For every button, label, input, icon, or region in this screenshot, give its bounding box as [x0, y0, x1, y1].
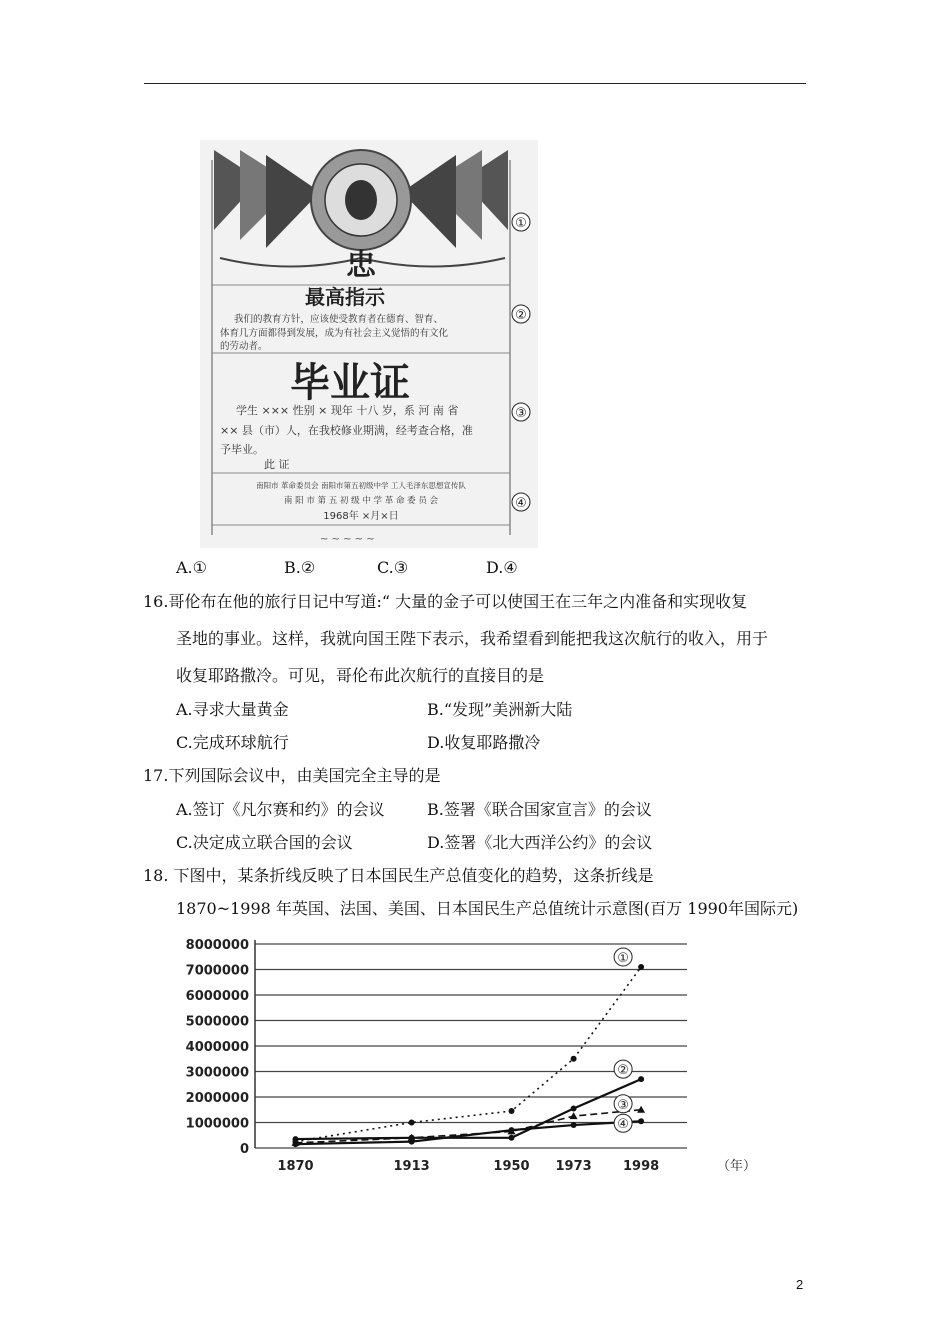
q18-chart-caption: 1870~1998 年英国、法国、美国、日本国民生产总值统计示意图(百万 1990年国际元): [176, 899, 799, 918]
y-tick-label: 6000000: [185, 989, 249, 1004]
certificate-body-line: 此 证: [264, 458, 290, 471]
x-tick-label: 1973: [555, 1159, 592, 1174]
data-point: [293, 1141, 299, 1147]
certificate-directive-line: 体育几方面都得到发展，成为有社会主义觉悟的有文化: [220, 328, 449, 339]
x-unit-label: （年）: [717, 1159, 757, 1174]
y-tick-label: 3000000: [185, 1065, 249, 1081]
certificate-issuer-line: 南 阳 市 第 五 初 级 中 学 革 命 委 员 会: [283, 496, 439, 506]
data-point: [638, 1076, 644, 1082]
data-point: [409, 1120, 415, 1126]
certificate-body-line: 学生 ××× 性别 × 现年 十八 岁，系 河 南 省: [236, 404, 459, 417]
certificate-body-line: ×× 县（市）人，在我校修业期满，经考查合格，准: [220, 424, 473, 437]
q15-option-d: D.④: [486, 558, 518, 577]
x-tick-label: 1950: [493, 1159, 530, 1174]
y-tick-label: 1000000: [185, 1116, 249, 1132]
q16-stem-line: 圣地的事业。这样，我就向国王陛下表示，我希望看到能把我这次航行的收入，用于: [176, 629, 769, 648]
page-number: 2: [796, 1277, 804, 1292]
y-tick-label: 4000000: [185, 1040, 249, 1055]
svg-text:②: ②: [515, 308, 527, 323]
svg-text:④: ④: [515, 496, 527, 511]
series-label: ①: [617, 950, 629, 966]
y-tick-label: 5000000: [185, 1014, 249, 1030]
data-point: [409, 1139, 415, 1145]
q18-stem: 18. 下图中，某条折线反映了日本国民生产总值变化的趋势，这条折线是: [143, 866, 654, 885]
q15-option-b: B.②: [284, 558, 316, 577]
q17-option-a: A.签订《凡尔赛和约》的会议: [176, 800, 385, 819]
x-tick-label: 1870: [277, 1159, 314, 1174]
data-point: [571, 1056, 577, 1062]
data-point: [638, 1118, 644, 1124]
series-line: [296, 1121, 642, 1144]
series-line: [296, 1079, 642, 1139]
data-point: [570, 1112, 578, 1119]
certificate-marker: [512, 213, 530, 231]
svg-text:①: ①: [515, 216, 527, 231]
q15-option-a: A.①: [176, 558, 207, 577]
q16-option-b: B.“发现”美洲新大陆: [427, 700, 573, 719]
q17-option-c: C.决定成立联合国的会议: [176, 833, 353, 852]
q17-option-b: B.签署《联合国家宣言》的会议: [427, 800, 652, 819]
certificate-issuer-line: 南阳市 革命委员会 南阳市第五初级中学 工人毛泽东思想宣传队: [256, 481, 466, 490]
data-point: [571, 1105, 577, 1111]
gnp-line-chart: [175, 930, 775, 1182]
certificate-directive-line: 的劳动者。: [220, 341, 268, 352]
svg-text:~ ~ ~ ~ ~: ~ ~ ~ ~ ~: [320, 534, 375, 545]
certificate-marker: [512, 403, 530, 421]
data-point: [509, 1135, 515, 1141]
data-point: [509, 1127, 515, 1133]
q16-option-a: A.寻求大量黄金: [176, 700, 289, 719]
y-tick-label: 7000000: [185, 963, 249, 979]
y-tick-label: 8000000: [185, 938, 249, 953]
series-label: ②: [617, 1063, 629, 1079]
certificate-directive-line: 我们的教育方针，应该使受教育者在德育、智育、: [234, 314, 444, 325]
y-tick-label: 0: [239, 1142, 249, 1157]
graduation-certificate-image: [200, 140, 538, 548]
series-label: ③: [617, 1097, 629, 1113]
certificate-marker: [512, 493, 530, 511]
data-point: [638, 964, 644, 970]
data-point: [571, 1122, 577, 1128]
series-label: ④: [617, 1117, 629, 1133]
q16-stem-line: 16.哥伦布在他的旅行日记中写道:“ 大量的金子可以使国王在三年之内准备和实现收复: [143, 592, 748, 611]
certificate-marker: [512, 305, 530, 323]
q17-stem: 17.下列国际会议中，由美国完全主导的是: [143, 766, 441, 785]
header-rule: [144, 83, 806, 84]
svg-text:③: ③: [515, 406, 527, 421]
series-line: [296, 967, 642, 1142]
certificate-title: 毕业证: [290, 360, 410, 406]
q16-option-d: D.收复耶路撒冷: [427, 733, 541, 752]
q16-option-c: C.完成环球航行: [176, 733, 289, 752]
certificate-directive-title: 最高指示: [305, 285, 385, 309]
certificate-body-line: 予毕业。: [220, 443, 264, 456]
q15-option-c: C.③: [377, 558, 409, 577]
x-tick-label: 1913: [393, 1159, 430, 1174]
q17-option-d: D.签署《北大西洋公约》的会议: [427, 833, 653, 852]
certificate-date: 1968年 ×月×日: [323, 511, 399, 522]
y-tick-label: 2000000: [185, 1091, 249, 1106]
x-tick-label: 1998: [623, 1159, 660, 1174]
q16-stem-line: 收复耶路撒冷。可见，哥伦布此次航行的直接目的是: [176, 666, 545, 685]
data-point: [509, 1108, 515, 1114]
certificate-loyalty-char: 忠: [346, 248, 376, 283]
